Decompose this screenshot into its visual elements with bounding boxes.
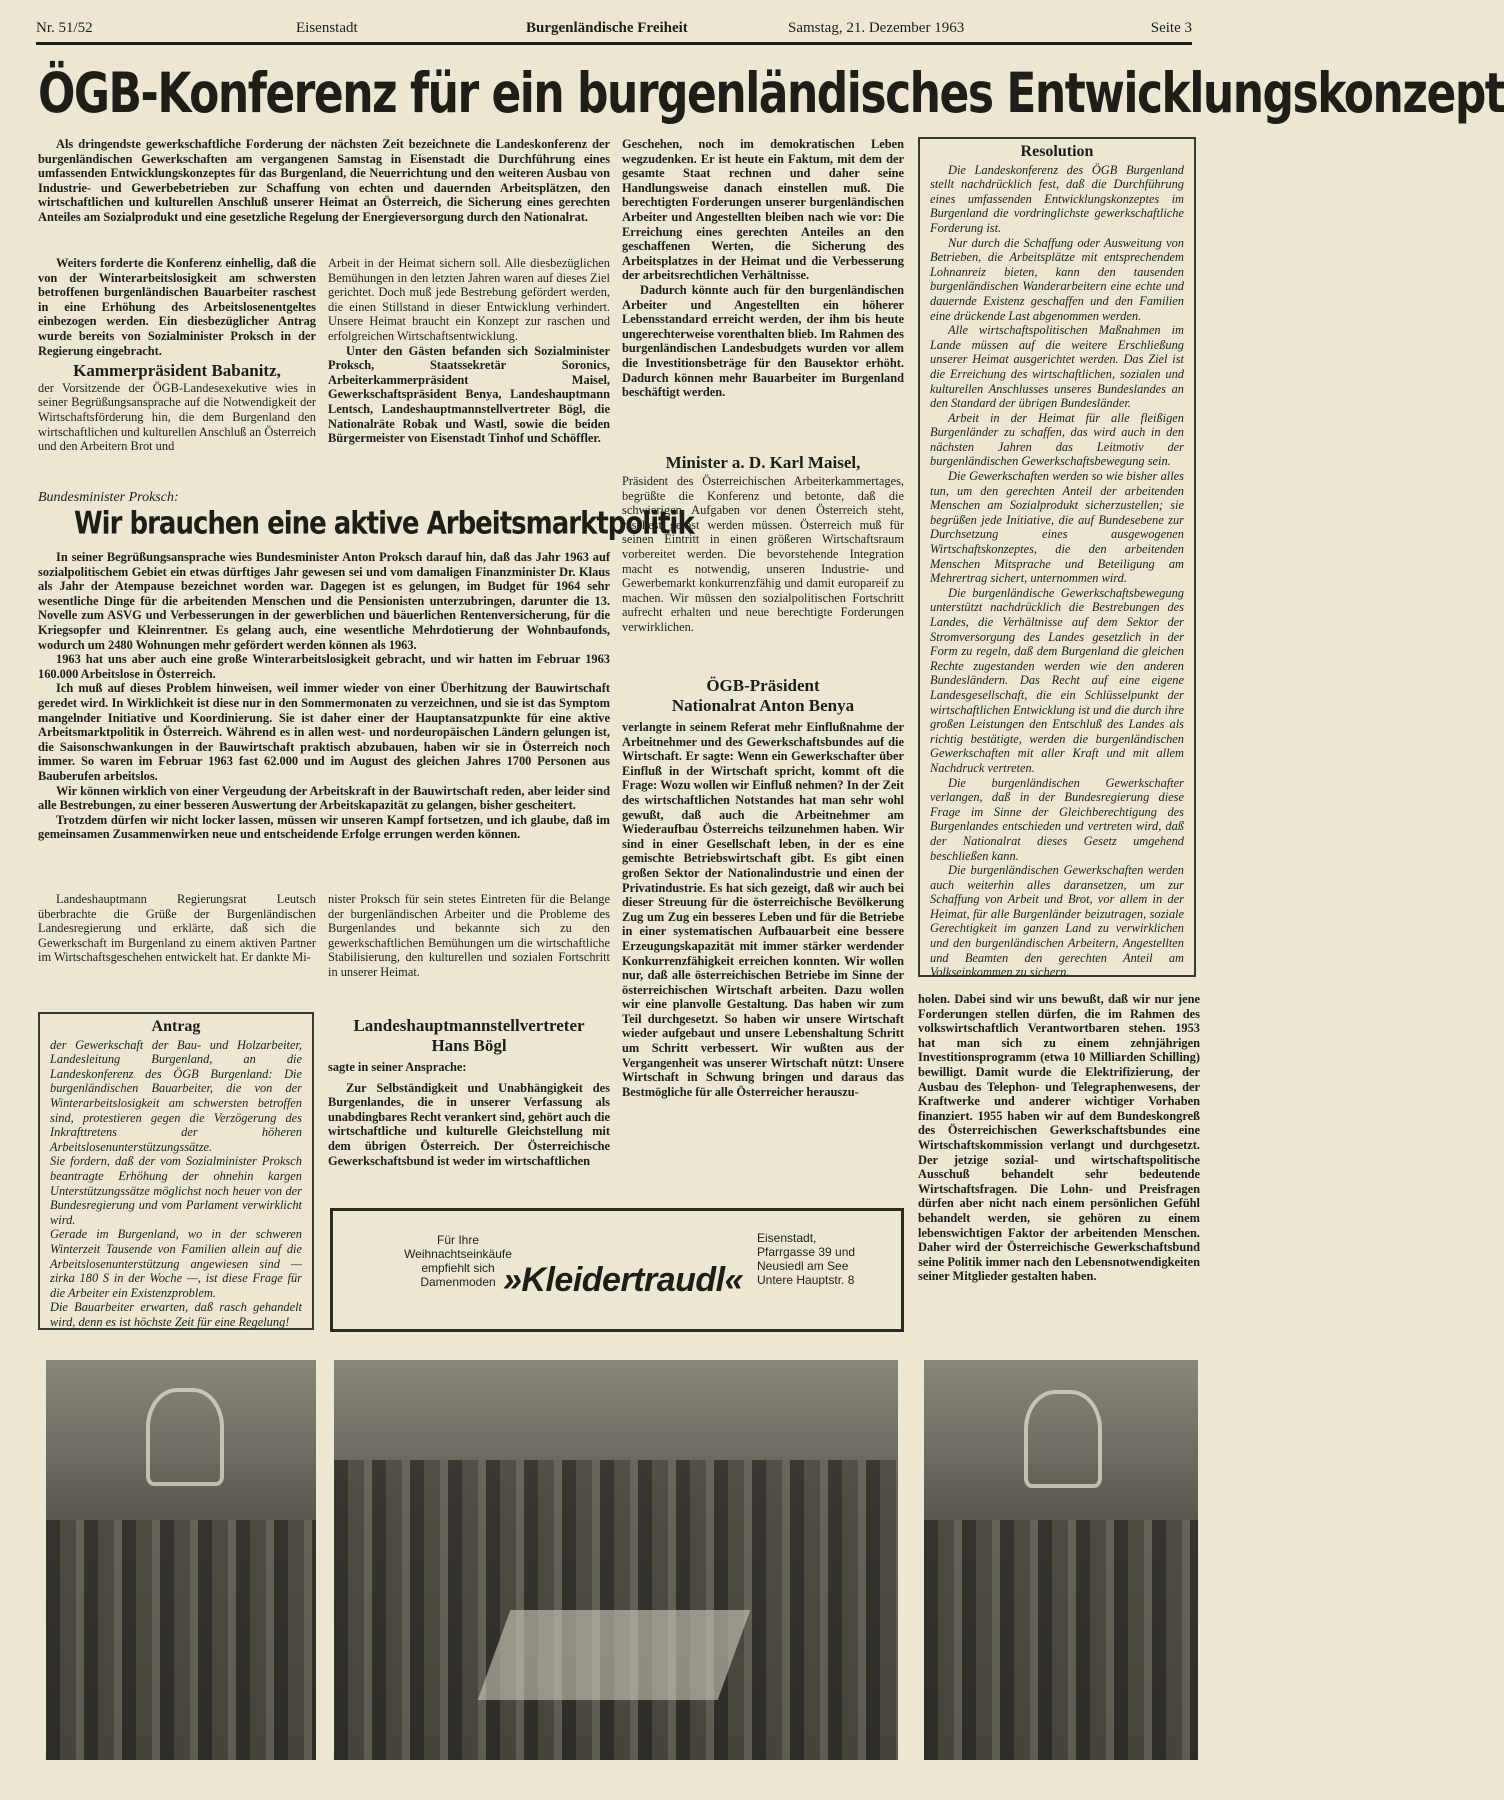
closing-column (918, 992, 1200, 1336)
ad-address-line-2: Pfarrgasse 39 und (757, 1245, 856, 1259)
paper-name: Burgenländische Freiheit (526, 20, 688, 36)
resolution-p6: Die burgenländische Gewerkschaftsbewegung unterstützt nachdrücklich die Bestrebungen des Landes, die Verhältnisse auf dem Sektor der Stromversorgung des Landes gesetzlich in der Form zu regeln, daß dem Burgenland die gleichen Rechte zugestanden werden wie den anderen Bundesländern. Das Recht auf eine eigene Landesgesellschaft, die ein Schlüsselpunkt der wirtschaftlichen Entwicklung ist und die durch ihre großen Leistungen den Entschluß des Landes als richtig bestätigte, werden die burgenländischen Gewerkschaften mit aller Kraft und mit allem Nachdruck vertreten. (930, 585, 1184, 775)
ad-brand: »Kleidertraudl« (503, 1261, 744, 1299)
ad-address (757, 1231, 855, 1287)
lead-paragraph (38, 137, 610, 249)
resolution-p8: Die burgenländischen Gewerkschaften werden auch weiterhin alles daransetzen, um zur Schaffung von Arbeit und Brot, vor allem in der Heimat, für alle Burgenländer beizutragen, soziale Gerechtigkeit im ganzen Land zu verwirklichen und den burgenländischen Arbeitern, Angestellten und Beamten den gerechten Anteil am Volkseinkommen zu sichern. (930, 863, 1184, 980)
boegl-paragraph: Zur Selbständigkeit und Unabhängigkeit des Burgenlandes, die in unserer Verfassung als unabdingbares Recht verankert sind, gehört auch die wirtschaftliche und kulturelle Gleichstellung mit dem übrigen Österreich. Der Österreichische Gewerkschaftsbund ist weder im wirtschaftlichen (328, 1080, 610, 1168)
maisel-subhead: Minister a. D. Karl Maisel, (665, 453, 861, 472)
benya-subhead-1: ÖGB-Präsident (706, 676, 820, 695)
boegl-text (328, 1060, 610, 1178)
col1-paragraph-2: der Vorsitzende der ÖGB-Landesexekutive wies in seiner Begrüßungsansprache auf die Notwendigkeit der Wirtschaftsförderung hin, die dem Burgenland den wirtschaftlichen und kulturellen Anschluß an Österreich und den Arbeitern Brot und (38, 380, 316, 454)
col3-paragraph: Geschehen, noch im demokratischen Leben wegzudenken. Er ist heute ein Faktum, mit dem der gesamte Staat rechnen und daher seine Handlungsweise danach einstellen muß. Die berechtigten Forderungen unserer burgenländischen Arbeiter und Angestellten bleiben nach wie vor: Die Erreichung eines gerechten Anteiles an den geschaffenen Werten, die Sicherung des Arbeitsplatzes in der Heimat und die Verbesserung der arbeitsrechtlichen Verhältnisse. (622, 137, 904, 283)
kleidertraudl-ad (330, 1208, 904, 1332)
leutsch-paragraph: Landeshauptmann Regierungsrat Leutsch überbrachte die Grüße der Burgenländischen Landesregierung und erklärte, daß sich die Gewerkschaft im Burgenland zu einem aktiven Partner im Wirtschaftsgeschehen entwickelt hat. Er dankte Mi- (38, 892, 316, 965)
resolution-p1: Die Landeskonferenz des ÖGB Burgenland stellt nachdrücklich fest, daß die Durchführung eines umfassenden Entwicklungskonzeptes im Burgenland die vordringlichste gewerkschaftliche Forderung ist. (930, 162, 1184, 235)
proksch-p4: Wir können wirklich von einer Vergeudung der Arbeitskraft in der Bauwirtschaft reden, aber leider sind alle Bestrebungen, zu einer besseren Auswertung der Arbeitskapazität zu gelangen, bisher gescheitert. (38, 783, 610, 813)
photo-speaker-right (924, 1360, 1198, 1760)
leutsch-text (38, 892, 316, 994)
ad-address-line-1: Eisenstadt, (757, 1231, 817, 1245)
ad-left-text: Für Ihre Weihnachtseinkäufe empfiehlt sich Damenmoden (404, 1233, 512, 1289)
benya-subhead-2: Nationalrat Anton Benya (671, 696, 855, 715)
boegl-subhead-1: Landeshauptmannstellvertreter (353, 1016, 585, 1035)
guests-paragraph: Unter den Gästen befanden sich Sozialminister Proksch, Staatssekretär Soronics, Arbeiterkammerpräsident Maisel, Gewerkschaftspräsident Benya, Landeshauptmann Lentsch, Landeshauptmannstellvertreter Bögl, die Nationalräte Robak und Wastl, sowie die beiden Bürgermeister von Eisenstadt Tinhof und Schöffler. (328, 343, 610, 446)
benya-paragraph: verlangte in seinem Referat mehr Einflußnahme der Arbeitnehmer und des Gewerkschaftsbundes auf die Wirtschaft. Er sagte: Wenn ein Gewerkschafter über Einfluß in der Wirtschaft spricht, kommt oft die Frage: Wozu wollen wir Einfluß nehmen? In der Zeit des wirtschaftlichen Notstandes hat man sehr wohl gewußt, daß auch die Arbeitnehmer am Wiederaufbau Österreichs teilzunehmen haben. Wir sind in einer Gesellschaft leben, in der es eine gemischte Betriebswirtschaft gibt. Es gibt einen großen Sektor der Nationalindustrie und einen der Privatindustrie. Es hat sich gezeigt, daß wir auch bei dieser Streuung für die österreichische Bevölkerung Zug um Zug ein besseres Leben und für die Betriebe in einer systematischen Aufbauarbeit eine bessere Erzeugungskapazität mit immer stärker werdender Konkurrenzfähigkeit erreichen konnten. Wir wollen nur, daß alle österreichischen Betriebe im Sinne der österreichischen Wirtschaft arbeiten. Dazu wollen wir eine planvolle Gestaltung. Das haben wir zum Teil durchgesetzt. So haben wir unsere Wirtschaft wieder aufgebaut und unsere Lebenshaltung Schritt um Schritt verbessert. Wir wußten aus der Vergangenheit was unserer Wirtschaft nützt: Unsere Wirtschaft in Schwung bringen und daraus das Bestmögliche für alle Österreicher herauszu- (622, 720, 904, 1099)
leutsch-text-cont (328, 892, 610, 994)
issue-date: Samstag, 21. Dezember 1963 (788, 20, 965, 36)
ad-address-line-3: Neusiedl am See (757, 1259, 849, 1273)
photo-table (478, 1610, 751, 1700)
photo-crowd (924, 1520, 1198, 1760)
antrag-p2: Sie fordern, daß der vom Sozialminister Proksch beantragte Erhöhung der ohnehin kargen Unterstützungssätze möglichst noch heuer von der Bundesregierung und vom Parlament verwirklicht wird. (50, 1154, 302, 1227)
ad-address-line-4: Untere Hauptstr. 8 (757, 1273, 855, 1287)
resolution-box (918, 137, 1196, 980)
proksch-p1: In seiner Begrüßungsansprache wies Bundesminister Anton Proksch darauf hin, daß das Jahr 1963 auf sozialpolitischem Gebiet ein etwas dürftiges Jahr gewesen sei und vom damaligen Finanzminister Dr. Klaus als Jahr der Atempause bezeichnet worden war. Dagegen ist es gelungen, im Budget für 1964 sehr wesentliche Dinge für die arbeitenden Menschen und die Pensionisten unterzubringen, darunter die 13. Novelle zum ASVG und Verbesserungen in der gewerblichen und bäuerlichen Rentenversicherung, für die Kriegsopfer und Kleinrentner. Es gelang auch, eine wesentliche Mehrdotierung der Wohnbaufonds, wodurch um 2480 Wohnungen mehr gefördert werden können als 1963. (38, 550, 610, 652)
resolution-p5: Die Gewerkschaften werden so wie bisher alles tun, um den gerechten Anteil der arbeitenden Menschen am Sozialprodukt sicherzustellen; sie begrüßen jede Initiative, die auf Bundesebene zur Durchsetzung eines ausgewogenen Wirtschaftskonzeptes, die den arbeitenden Menschen Mitsprache und Beteiligung am Mehrertrag sichert, unternommen wird. (930, 469, 1184, 586)
resolution-title: Resolution (1020, 143, 1094, 160)
proksch-p5: Trotzdem dürfen wir nicht locker lassen, müssen wir unseren Kampf fortsetzen, und ich glaube, daß im gemeinsamen Zusammenwirken neue und entscheidende Erfolge errungen werden können. (38, 812, 610, 842)
photo-conference-hall (334, 1360, 898, 1760)
antrag-p1: der Gewerkschaft der Bau- und Holzarbeiter, Landesleitung Burgenland, an die Landeskonferenz des ÖGB Burgenland: Die burgenländischen Bauarbeiter, die von der Winterarbeitslosigkeit am schwersten betroffen sind, protestieren gegen die Verzögerung des Inkrafttretens der höheren Arbeitslosenunterstützungssätze. (50, 1037, 302, 1154)
page-headline: ÖGB-Konferenz für ein burgenländisches Entwicklungskonzept (38, 62, 1504, 126)
issue-number: Nr. 51/52 (36, 20, 93, 36)
antrag-p3: Gerade im Burgenland, wo in der schweren Winterzeit Tausende von Familien allein auf die Arbeitslosenunterstützung angewiesen sind — zirka 180 S in der Woche —, ist diese Frage für die Arbeiter ein Existenzproblem. (50, 1227, 302, 1300)
column-3 (622, 137, 904, 455)
benya-text (622, 720, 904, 1182)
proksch-headline: Wir brauchen eine aktive Arbeitsmarktpolitik (74, 506, 694, 542)
union-logo-icon (1024, 1390, 1102, 1488)
proksch-p2: 1963 hat uns aber auch eine große Winterarbeitslosigkeit gebracht, und wir hatten im Februar 1963 160.000 Arbeitslose in Österreich. (38, 652, 610, 681)
photo-crowd (46, 1520, 316, 1760)
boegl-intro: sagte in seiner Ansprache: (328, 1060, 467, 1074)
babanitz-subhead: Kammerpräsident Babanitz, (73, 361, 281, 381)
boegl-subhead-2: Hans Bögl (431, 1036, 507, 1055)
col2-paragraph: Arbeit in der Heimat sichern soll. Alle diesbezüglichen Bemühungen in den letzten Jahren waren auf dieses Ziel gerichtet. Doch muß jede Bestrebung gefördert werden, die einen Stillstand in dieser Entwicklung verhindert. Unsere Heimat braucht ein Konzept zur raschen und erfolgreichen Wirtschaftsentwicklung. (328, 256, 610, 343)
masthead (36, 18, 1192, 45)
proksch-kicker: Bundesminister Proksch: (38, 490, 179, 505)
antrag-p4: Die Bauarbeiter erwarten, daß rasch gehandelt wird, denn es ist höchste Zeit für eine Regelung! (50, 1300, 302, 1329)
col3-paragraph-2: Dadurch könnte auch für den burgenländischen Arbeiter und Angestellten ein höherer Lebensstandard erreicht werden, der ihm bis heute ungerechterweise vorenthalten blieb. Im Rahmen des burgenländischen Landesbudgets wurden vor allem die Investitionsbeträge für den Bausektor erhöht. Dadurch können mehr Bauarbeiter im Burgenland beschäftigt werden. (622, 282, 904, 400)
antrag-box (38, 1012, 314, 1330)
maisel-paragraph: Präsident des Österreichischen Arbeiterkammertages, begrüßte die Konferenz und betonte, daß die schwierigen Aufgaben vor denen Österreich steht, raschest gelöst werden müssen. Österreich muß für seinen Eintritt in einen größeren Wirtschaftsraum vorbereitet werden. Die bevorstehende Integration macht es notwendig, unseren Industrie- und Gewerbemarkt konkurrenzfähig und damit europareif zu machen. Wir müssen den sozialpolitischen Fortschritt aufrecht erhalten und neue berechtigte Forderungen verwirklichen. (622, 474, 904, 634)
proksch-text (38, 550, 610, 886)
col1-paragraph: Weiters forderte die Konferenz einhellig, daß die von der Winterarbeitslosigkeit am schwersten betroffenen burgenländischen Bauarbeiter raschest in eine Erhöhung des Arbeitslosenentgeltes einbezogen werden. Ein diesbezüglicher Antrag wurde bereits von Sozialminister Proksch in der Regierung eingebracht. (38, 256, 316, 358)
column-2 (328, 256, 610, 481)
union-logo-icon (146, 1388, 224, 1486)
column-1 (38, 256, 316, 481)
place: Eisenstadt (296, 20, 358, 36)
photo-speaker-left (46, 1360, 316, 1760)
maisel-text (622, 474, 904, 664)
closing-paragraph: holen. Dabei sind wir uns bewußt, daß wir nur jene Forderungen stellen dürfen, die im Rahmen des volkswirtschaftlich Verantwortbaren stehen. 1953 hat man sich zu einem zehnjährigen Investitionsprogramm (etwa 10 Milliarden Schilling) bewilligt. Damit wurde die Elektrifizierung, der Ausbau des Telephon- und Telegraphenwesens, der Kraftwerke und anderer wichtiger Vorhaben finanziert. 1955 haben wir auf dem Bundeskongreß des Österreichischen Gewerkschaftsbundes eine Wirtschaftskommission verlangt und durchgesetzt. Der jetzige sozial- und wirtschaftspolitische Ausschuß behandelt sehr bedeutende Wirtschaftsfragen. Die Lohn- und Preisfragen dürfen aber nicht nach einem persönlichen Gefühl behandelt werden, sie gehören zu einem lebenswichtigen Faktor der arbeitenden Menschen. Daher wird der Österreichische Gewerkschaftsbund seine Politik immer nach den Lebensnotwendigkeiten seiner Mitglieder gestalten haben. (918, 992, 1200, 1284)
resolution-p3: Alle wirtschaftspolitischen Maßnahmen im Lande müssen auf die weitere Erschließung unserer Heimat ausgerichtet werden. Das Ziel ist die Erreichung des wirtschaftlichen, sozialen und kulturellen Anschlusses unseres Bundeslandes an den Standard der übrigen Bundesländer. (930, 323, 1184, 411)
resolution-p2: Nur durch die Schaffung oder Ausweitung von Betrieben, die Arbeitsplätze mit entsprechendem Lohnanreiz bieten, kann den tausenden burgenländischen Wanderarbeitern eine echte und dauernde Existenz geschaffen und den Familien eine drückende Last abgenommen werden. (930, 235, 1184, 323)
antrag-title: Antrag (151, 1018, 201, 1035)
lead-text: Als dringendste gewerkschaftliche Forderung der nächsten Zeit bezeichnete die Landeskonferenz der burgenländischen Gewerkschaften am vergangenen Samstag in Eisenstadt die Durchführung eines umfassenden Entwicklungskonzeptes für das Burgenland, die Neuerrichtung und den weiteren Ausbau von Industrie- und Gewerbebetrieben zur Schaffung von echten und dauernden Arbeitsplätzen, den wirtschaftlichen und kulturellen Anschluß unserer Heimat an Österreich, die Sicherung eines gerechten Anteiles am Sozialprodukt und eine gesetzliche Regelung der Energieversorgung durch den Nationalrat. (38, 137, 610, 224)
proksch-p3: Ich muß auf dieses Problem hinweisen, weil immer wieder von einer Überhitzung der Bauwirtschaft geredet wird. In Wirklichkeit ist diese nur in den Sommermonaten zu verzeichnen, und sie ist das Symptom mangelnder Initiative und Koordinierung. Sie ist daher einer der Hauptansatzpunkte für eine aktive Arbeitsmarktpolitik in Österreich. Während es in allen west- und nordeuropäischen Ländern gelungen ist, die Saisonschwankungen in der Bauwirtschaft praktisch abzubauen, haben wir sie in Österreich noch immer. So waren im Februar 1963 fast 62.000 und im August des gleichen Jahres 1700 Personen aus Bauberufen arbeitslos. (38, 681, 610, 783)
resolution-p7: Die burgenländischen Gewerkschafter verlangen, daß in der Bundesregierung diese Frage im Sinne der Gleichberechtigung des Burgenlandes entschieden und vertreten wird, daß der Nationalrat dieses Gesetz umgehend beschließen kann. (930, 775, 1184, 863)
page-number: Seite 3 (1150, 20, 1192, 36)
leutsch-paragraph-cont: nister Proksch für sein stetes Eintreten für die Belange der burgenländischen Arbeiter und die Probleme des Burgenlandes und bekannte sich zu den gewerkschaftlichen Bemühungen um die wirtschaftliche Stabilisierung, den kulturellen und sozialen Fortschritt in unserer Heimat. (328, 892, 610, 979)
resolution-p4: Arbeit in der Heimat für alle fleißigen Burgenländer zu schaffen, das wird auch in den nächsten Jahren das Leitmotiv der burgenländischen Gewerkschaftsbewegung sein. (930, 410, 1184, 469)
